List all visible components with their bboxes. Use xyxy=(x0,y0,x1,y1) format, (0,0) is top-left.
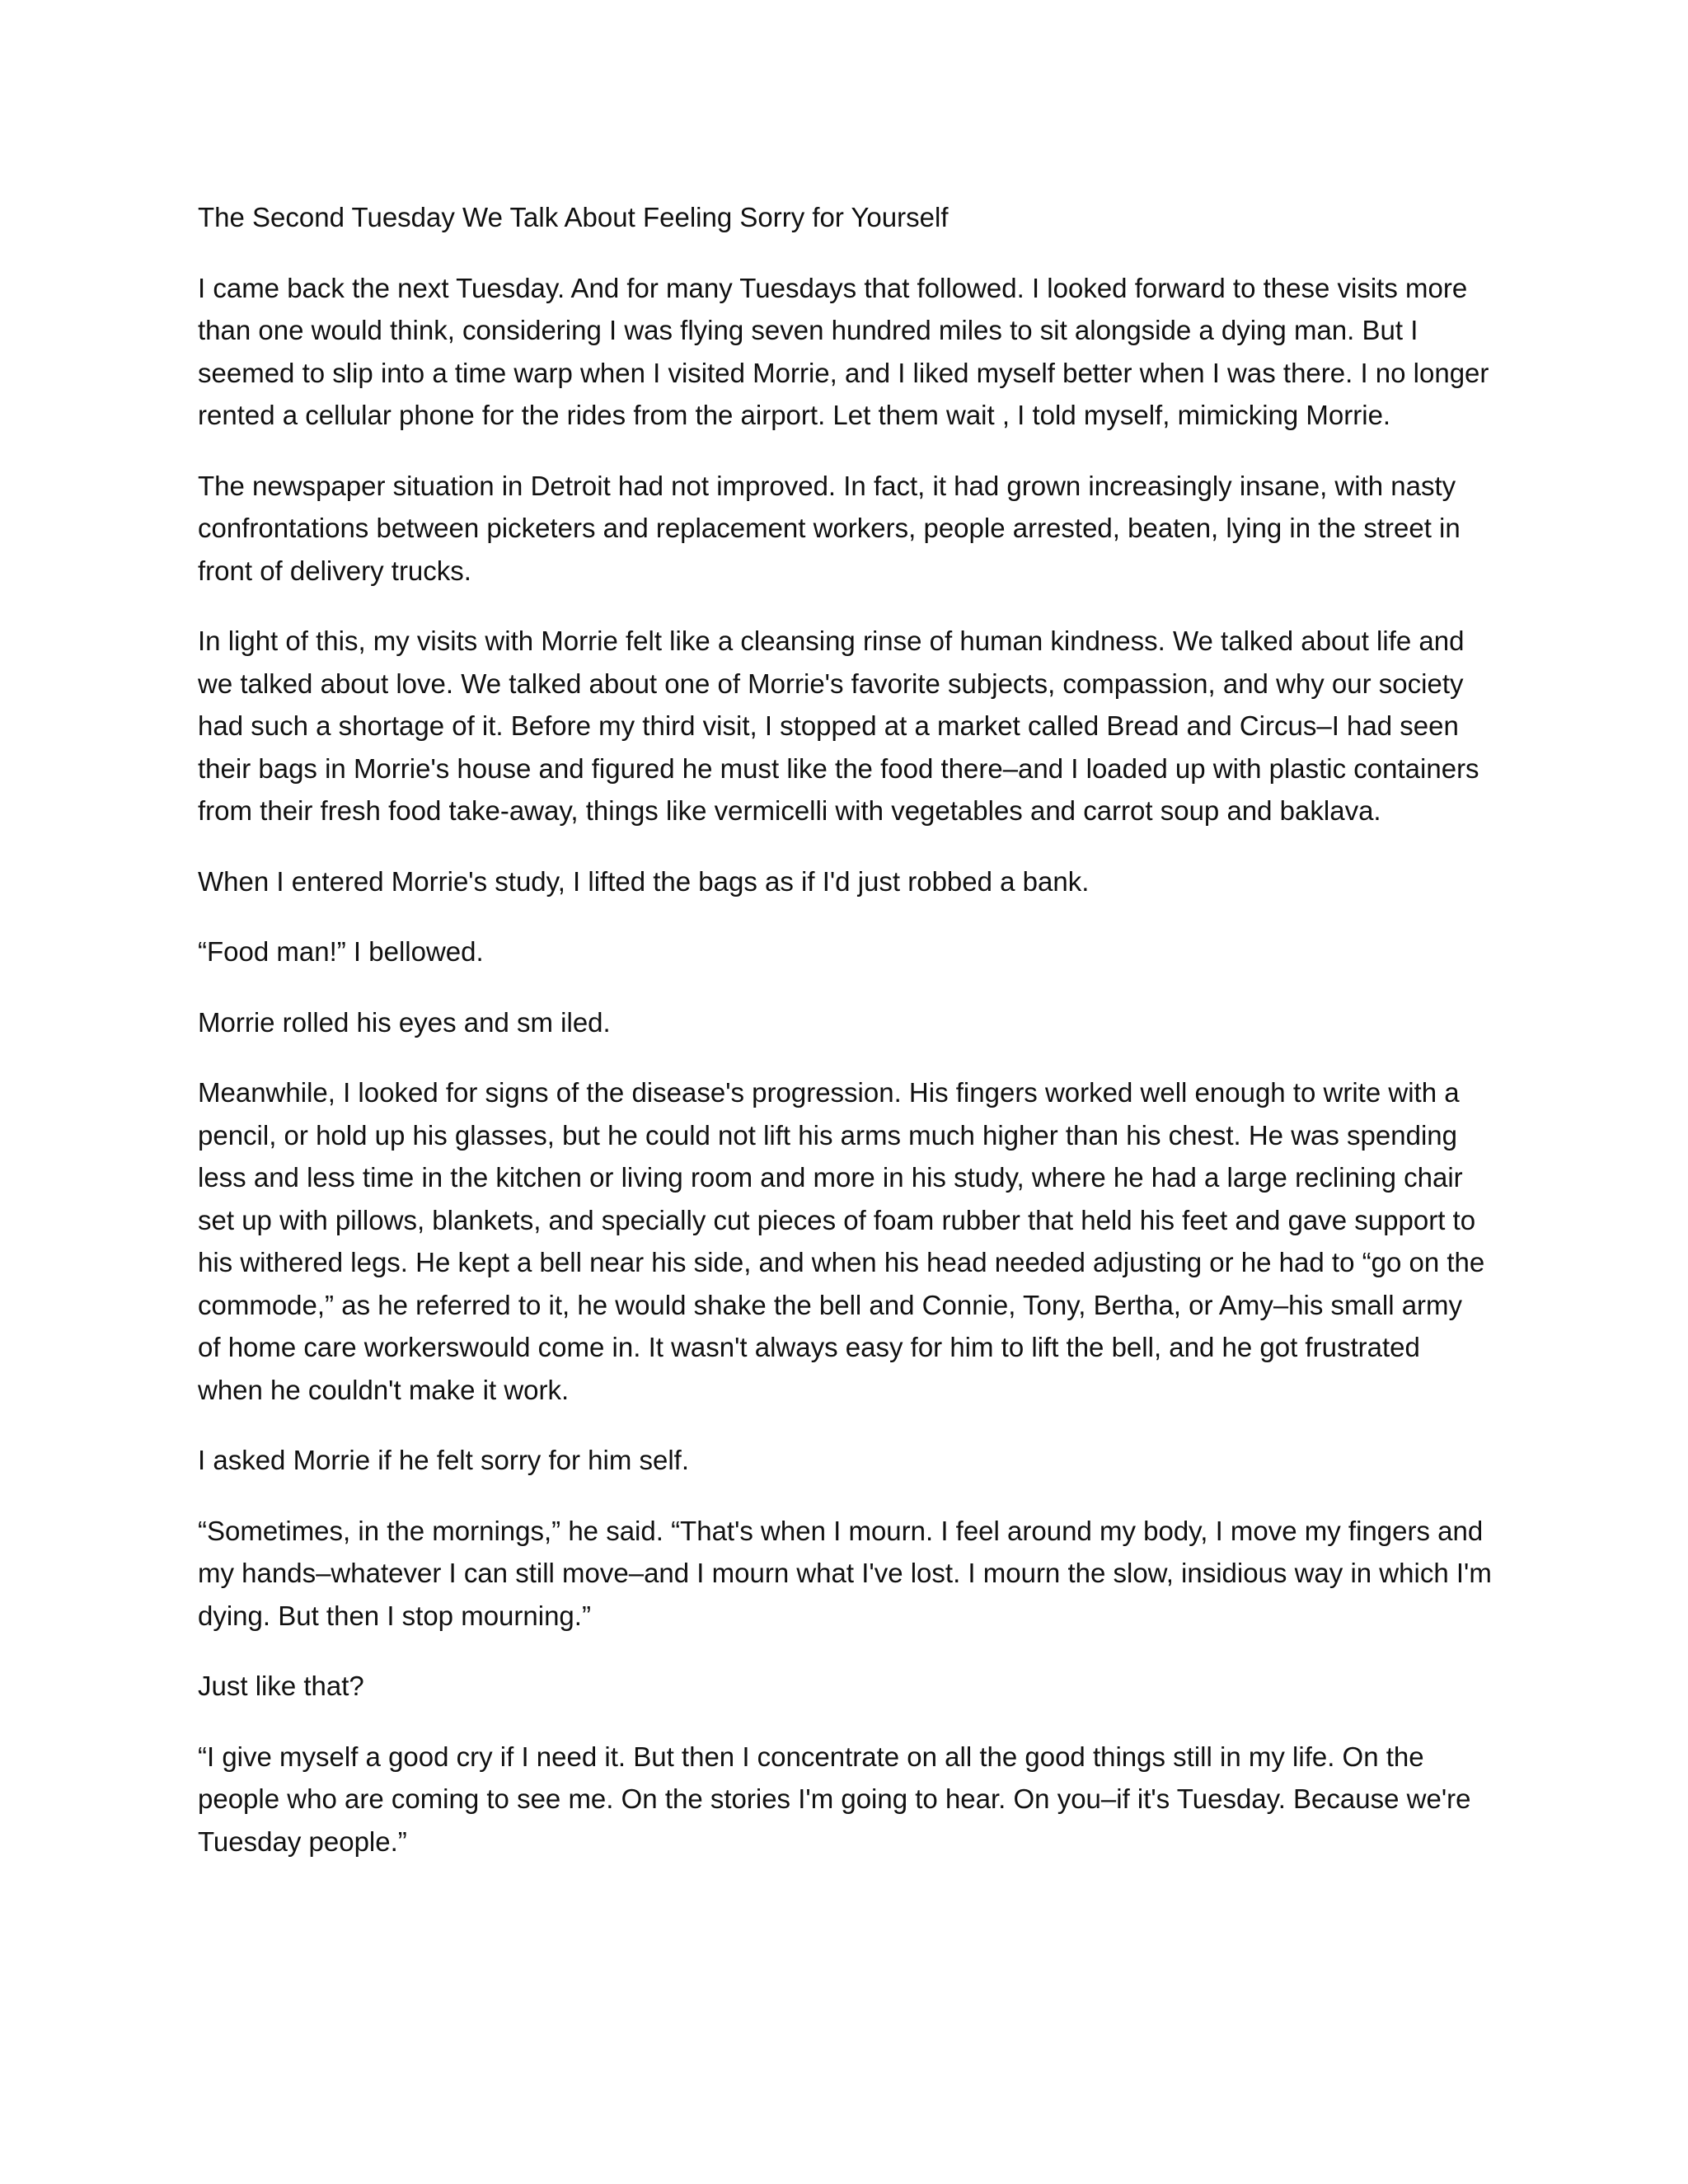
chapter-title: The Second Tuesday We Talk About Feeling Sorry for Yourself xyxy=(198,202,949,232)
paragraph-9: “Sometimes, in the mornings,” he said. “That's when I mourn. I feel around my body, I move my fingers and my hands–whatever I can still move–and I mourn what I've lost. I mourn the slow, insidious way in which I'm dying. But then I stop mourning.” xyxy=(198,1515,1492,1631)
paragraph-4: When I entered Morrie's study, I lifted the bags as if I'd just robbed a bank. xyxy=(198,865,1090,897)
paragraph-1: I came back the next Tuesday. And for many Tuesdays that followed. I looked forward to these visits more than one would think, considering I was flying seven hundred miles to sit alongside a dying man. But I seemed to slip into a time warp when I visited Morrie, and I liked myself better when I was there. I no longer rented a cellular phone for the rides from the airport. Let them wait , I told myself, mimicking Morrie. xyxy=(198,272,1489,430)
document-page xyxy=(198,196,1492,1891)
paragraph-3: In light of this, my visits with Morrie felt like a cleansing rinse of human kindness. We talked about life and we talked about love. We talked about one of Morrie's favorite subjects, compassion, and why our society had such a shortage of it. Before my third visit, I stopped at a market called Bread and Circus–I had seen their bags in Morrie's house and figured he must like the food there–and I loaded up with plastic containers from their fresh food take-away, things like vermicelli with vegetables and carrot soup and baklava. xyxy=(198,626,1479,826)
paragraph-5: “Food man!” I bellowed. xyxy=(198,936,484,967)
paragraph-2: The newspaper situation in Detroit had not improved. In fact, it had grown increasingly insane, with nasty confrontations between picketers and replacement workers, people arrested, beaten, lying in the street in front of delivery trucks. xyxy=(198,470,1461,586)
paragraph-7: Meanwhile, I looked for signs of the disease's progression. His fingers worked well enough to write with a pencil, or hold up his glasses, but he could not lift his arms much higher than his chest. He was spending less and less time in the kitchen or living room and more in his study, where he had a large reclining chair set up with pillows, blankets, and specially cut pieces of foam rubber that held his feet and gave support to his withered legs. He kept a bell near his side, and when his head needed adjusting or he had to “go on the commode,” as he referred to it, he would shake the bell and Connie, Tony, Bertha, or Amy–his small army of home care workerswould come in. It wasn't always easy for him to lift the bell, and he got frustrated when he couldn't make it work. xyxy=(198,1077,1485,1405)
paragraph-11: “I give myself a good cry if I need it. But then I concentrate on all the good things still in my life. On the people who are coming to see me. On the stories I'm going to hear. On you–if it's Tuesday. Because we're Tuesday people.” xyxy=(198,1741,1471,1857)
paragraph-10: Just like that? xyxy=(198,1671,364,1701)
paragraph-6: Morrie rolled his eyes and sm iled. xyxy=(198,1006,611,1038)
paragraph-8: I asked Morrie if he felt sorry for him self. xyxy=(198,1445,690,1475)
